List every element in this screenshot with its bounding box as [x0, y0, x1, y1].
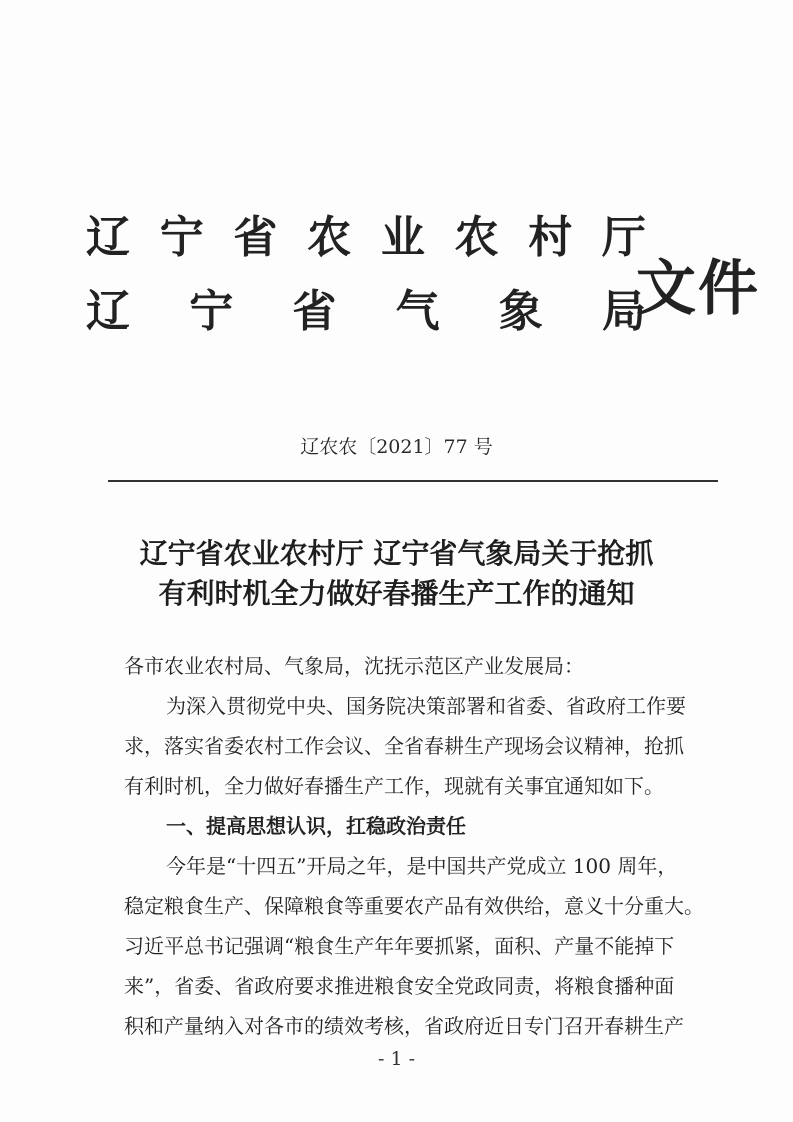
- addressee-line: 各市农业农村局、气象局，沈抚示范区产业发展局：: [124, 654, 584, 678]
- agency-1-char: 业: [380, 212, 425, 263]
- paragraph-2-line: 积和产量纳入对各市的绩效考核，省政府近日专门召开春耕生产: [124, 1014, 684, 1038]
- document-title-line-1: 辽宁省农业农村厅 辽宁省气象局关于抢抓: [139, 537, 654, 570]
- agency-1-char: 村: [528, 212, 573, 263]
- document-label: 文件: [636, 254, 760, 324]
- paragraph-1-line: 有利时机，全力做好春播生产工作，现就有关事宜通知如下。: [124, 774, 664, 798]
- paragraph-2-line: 来”，省委、省政府要求推进粮食安全党政同责，将粮食播种面: [124, 974, 675, 998]
- document-title-line-2: 有利时机全力做好春播生产工作的通知: [158, 577, 635, 610]
- page-number: - 1 -: [377, 1048, 415, 1070]
- paragraph-1-line: 求，落实省委农村工作会议、全省春耕生产现场会议精神，抢抓: [124, 734, 684, 758]
- agency-1-char: 宁: [159, 212, 204, 263]
- agency-1-char: 厅: [601, 212, 646, 263]
- paragraph-2-line: 习近平总书记强调“粮食生产年年要抓紧，面积、产量不能掉下: [124, 934, 675, 958]
- agency-2-char: 省: [292, 286, 337, 337]
- document-number: 辽农农〔2021〕77 号: [300, 436, 493, 458]
- header-divider: [108, 480, 718, 482]
- paragraph-2-line: 今年是“十四五”开局之年，是中国共产党成立 100 周年，: [166, 854, 678, 878]
- agency-1-char: 农: [454, 212, 499, 263]
- agency-2-char: 气: [395, 286, 440, 337]
- agency-1-char: 省: [233, 212, 278, 263]
- agency-2-char: 象: [498, 286, 543, 337]
- section-1-heading: 一、提高思想认识，扛稳政治责任: [166, 814, 466, 838]
- agency-1-char: 农: [307, 212, 352, 263]
- agency-2-char: 辽: [86, 286, 130, 337]
- agency-1-char: 辽: [86, 212, 130, 263]
- paragraph-2-line: 稳定粮食生产、保障粮食等重要农产品有效供给，意义十分重大。: [124, 894, 704, 918]
- agency-2-char: 局: [601, 286, 646, 337]
- issuing-agency-1: [86, 212, 646, 264]
- issuing-agency-2: [86, 286, 646, 338]
- paragraph-1-line: 为深入贯彻党中央、国务院决策部署和省委、省政府工作要: [166, 694, 686, 718]
- agency-2-char: 宁: [189, 286, 234, 337]
